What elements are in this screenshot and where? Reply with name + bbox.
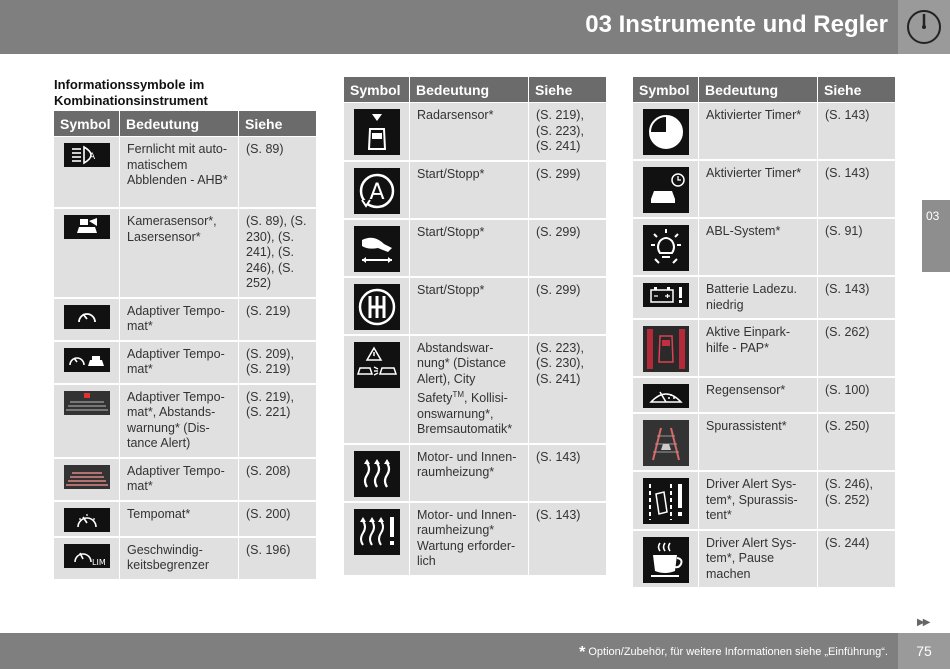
svg-text:A: A [88,152,95,162]
row-see[interactable]: (S. 89), (S. 230), (S. 241), (S. 246), (S. 252) [239,209,316,299]
row-meaning: Aktivierter Timer* [699,103,818,161]
row-meaning: Kamerasensor*, Lasersensor* [120,209,239,299]
table-header [54,111,316,137]
row-see[interactable]: (S. 143) [529,503,606,577]
table-row [54,299,316,342]
rain-sensor-icon [643,384,689,408]
row-see[interactable]: (S. 208) [239,459,316,502]
row-meaning: Radarsensor* [410,103,529,162]
row-meaning: Adaptiver Tempo-mat* [120,299,239,342]
table-row [54,137,316,209]
table-row [633,161,895,219]
row-meaning: Geschwindig-keitsbegrenzer [120,538,239,581]
col-symbol: Symbol [344,77,410,103]
chapter-tab[interactable]: 03 [922,200,950,272]
row-see[interactable]: (S. 219) [239,299,316,342]
page-header [0,0,950,54]
table-header [633,77,895,103]
row-see[interactable]: (S. 262) [818,320,895,378]
lim-label: LIM [91,557,106,567]
row-see[interactable]: (S. 250) [818,414,895,472]
table-row [54,209,316,299]
row-meaning: Motor- und Innen-raumheizung* [410,445,529,503]
radar-sensor-icon [354,109,400,155]
row-see[interactable]: (S. 200) [239,502,316,538]
camera-laser-sensor-icon [64,215,110,239]
table-row [54,385,316,459]
row-meaning: Aktivierter Timer* [699,161,818,219]
driver-alert-pause-icon [643,537,689,583]
table-row [344,162,606,220]
row-meaning: Motor- und Innen-raumheizung* Wartung erforder-lich [410,503,529,577]
table-row [633,414,895,472]
row-see[interactable]: (S. 143) [529,445,606,503]
start-stop-gear-icon [354,284,400,330]
page-number: 75 [898,633,950,669]
symbol-table-2 [344,77,606,577]
table-row [344,103,606,162]
row-see[interactable]: (S. 196) [239,538,316,581]
chapter-title: 03 Instrumente und Regler [585,11,888,38]
table-row [633,277,895,320]
row-meaning: Driver Alert Sys-tem*, Spurassis-tent* [699,472,818,531]
table-row [633,472,895,531]
row-see[interactable]: (S. 143) [818,103,895,161]
adaptive-cruise-icon [64,305,110,329]
table-row [633,219,895,277]
lane-assist-icon [643,420,689,466]
row-see[interactable]: (S. 100) [818,378,895,414]
col-see: Siehe [818,77,895,103]
table-row [633,531,895,590]
col-see: Siehe [529,77,606,103]
row-meaning: Driver Alert Sys-tem*, Pause machen [699,531,818,590]
row-see[interactable]: (S. 246), (S. 252) [818,472,895,531]
timer-car-icon [643,167,689,213]
row-meaning: Start/Stopp* [410,220,529,278]
row-meaning: Adaptiver Tempo-mat*, Abstands-warnung* (Dis-tance Alert) [120,385,239,459]
gauge-icon [898,0,950,54]
row-see[interactable]: (S. 299) [529,220,606,278]
row-meaning: Adaptiver Tempo-mat* [120,342,239,385]
symbol-table-1 [54,111,316,581]
table-header [344,77,606,103]
driver-alert-lane-icon [643,478,689,524]
battery-low-icon [643,283,689,307]
row-see[interactable]: (S. 299) [529,278,606,336]
row-see[interactable]: (S. 89) [239,137,316,209]
table-row [344,220,606,278]
page-footer [0,633,950,669]
col-meaning: Bedeutung [410,77,529,103]
start-stop-glyph: A [368,179,385,205]
row-meaning: Abstandswar-nung* (Distance Alert), City Safety™, Kollisi-onswarnung*, Bremsautomatik* [410,336,529,445]
row-meaning: Spurassistent* [699,414,818,472]
row-meaning: Tempomat* [120,502,239,538]
row-meaning: ABL-System* [699,219,818,277]
row-meaning: Regensensor* [699,378,818,414]
row-see[interactable]: (S. 143) [818,277,895,320]
engine-heater-icon [354,451,400,497]
distance-warning-icon [64,391,110,415]
row-meaning: Batterie Ladezu. niedrig [699,277,818,320]
cruise-control-icon [64,508,110,532]
row-see[interactable]: (S. 219), (S. 221) [239,385,316,459]
engine-heater-service-icon [354,509,400,555]
row-meaning: Fernlicht mit auto-matischem Abblenden - AHB* [120,137,239,209]
row-meaning: Adaptiver Tempo-mat* [120,459,239,502]
row-see[interactable]: (S. 244) [818,531,895,590]
table-row [344,278,606,336]
table-row [54,502,316,538]
table-row [344,503,606,577]
distance-bars-icon [64,465,110,489]
col-meaning: Bedeutung [120,111,239,137]
symbol-table-3 [633,77,895,589]
col-symbol: Symbol [633,77,699,103]
table-row [633,378,895,414]
col-see: Siehe [239,111,316,137]
row-meaning: Aktive Einpark-hilfe - PAP* [699,320,818,378]
footnote: * Option/Zubehör, für weitere Informationen siehe „Einführung“. [579,644,888,661]
table-row [344,445,606,503]
city-safety-icon [354,342,400,388]
table-row [54,459,316,502]
row-see[interactable]: (S. 299) [529,162,606,220]
row-see[interactable]: (S. 223), (S. 230), (S. 241) [529,336,606,445]
table-row [344,336,606,445]
adaptive-cruise-car-icon [64,348,110,372]
park-assist-icon [643,326,689,372]
section-title: Informationssymbole im Kombinationsinstrument [54,77,208,108]
row-meaning: Start/Stopp* [410,278,529,336]
col-symbol: Symbol [54,111,120,137]
start-stop-pedal-icon [354,226,400,272]
row-meaning: Start/Stopp* [410,162,529,220]
col-meaning: Bedeutung [699,77,818,103]
table-row [54,342,316,385]
row-see[interactable]: (S. 143) [818,161,895,219]
row-see[interactable]: (S. 91) [818,219,895,277]
abl-system-icon [643,225,689,271]
next-page-arrows-icon[interactable]: ▶▶ [917,617,929,628]
high-beam-auto-icon [64,143,110,167]
table-row [54,538,316,581]
speed-limiter-icon [64,544,110,568]
table-row [633,320,895,378]
start-stop-icon [354,168,400,214]
timer-icon [643,109,689,155]
table-row [633,103,895,161]
row-see[interactable]: (S. 219), (S. 223), (S. 241) [529,103,606,162]
row-see[interactable]: (S. 209), (S. 219) [239,342,316,385]
